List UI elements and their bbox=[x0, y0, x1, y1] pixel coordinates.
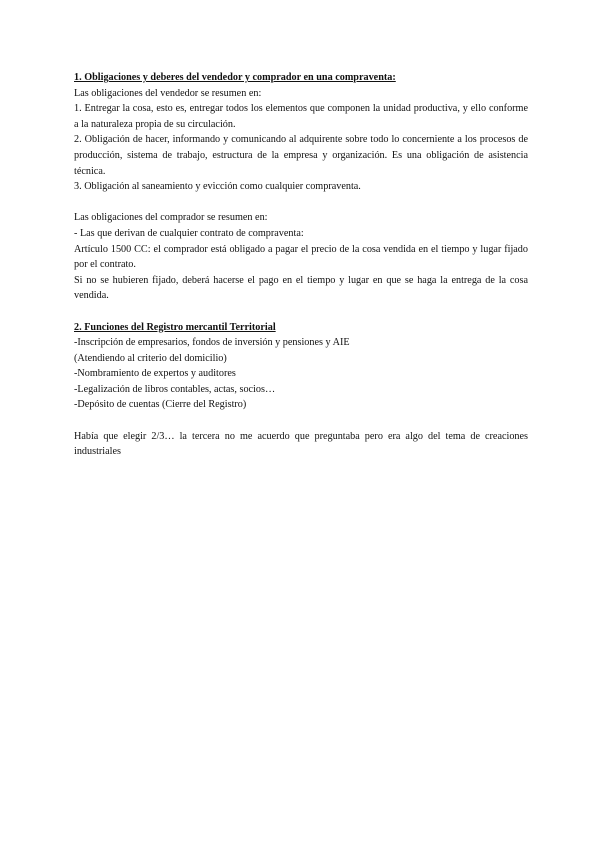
seller-intro: Las obligaciones del vendedor se resumen en: bbox=[74, 87, 262, 99]
registry-item-1: -Inscripción de empresarios, fondos de inversión y pensiones y AIE bbox=[74, 337, 350, 349]
seller-item-2: 2. Obligación de hacer, informando y comunicando al adquirente sobre todo lo concerniente a los procesos de producción, sistema de trabajo, estructura de la empresa y organización. Es una obligación de asistencia técnica. bbox=[74, 134, 528, 177]
buyer-intro: Las obligaciones del comprador se resumen en: bbox=[74, 212, 268, 224]
spacer bbox=[74, 413, 528, 429]
buyer-item-1: - Las que derivan de cualquier contrato de compraventa: bbox=[74, 227, 304, 239]
buyer-item-3: Si no se hubieren fijado, deberá hacerse el pago en el tiempo y lugar en que se haga la entrega de la cosa vendida. bbox=[74, 274, 528, 302]
buyer-item-2: Artículo 1500 CC: el comprador está obligado a pagar el precio de la cosa vendida en el tiempo y lugar fijado por el contrato. bbox=[74, 243, 528, 271]
registry-item-5: -Depósito de cuentas (Cierre del Registro) bbox=[74, 399, 247, 411]
spacer bbox=[74, 304, 528, 320]
section2-heading: 2. Funciones del Registro mercantil Territorial bbox=[74, 321, 276, 333]
seller-item-3: 3. Obligación al saneamiento y evicción como cualquier compraventa. bbox=[74, 181, 361, 193]
registry-item-4: -Legalización de libros contables, actas, socios… bbox=[74, 383, 276, 395]
seller-item-1: 1. Entregar la cosa, esto es, entregar todos los elementos que componen la unidad productiva, y ello conforme a la naturaleza propia de su circulación. bbox=[74, 103, 528, 130]
registry-item-3: -Nombramiento de expertos y auditores bbox=[74, 368, 236, 380]
spacer bbox=[74, 195, 528, 211]
closing-note: Había que elegir 2/3… la tercera no me acuerdo que preguntaba pero era algo del tema de creaciones industriales bbox=[74, 430, 528, 458]
section1-heading: 1. Obligaciones y deberes del vendedor y comprador en una compraventa: bbox=[74, 72, 396, 83]
document-page bbox=[74, 70, 528, 460]
registry-item-2: (Atendiendo al criterio del domicilio) bbox=[74, 352, 227, 364]
